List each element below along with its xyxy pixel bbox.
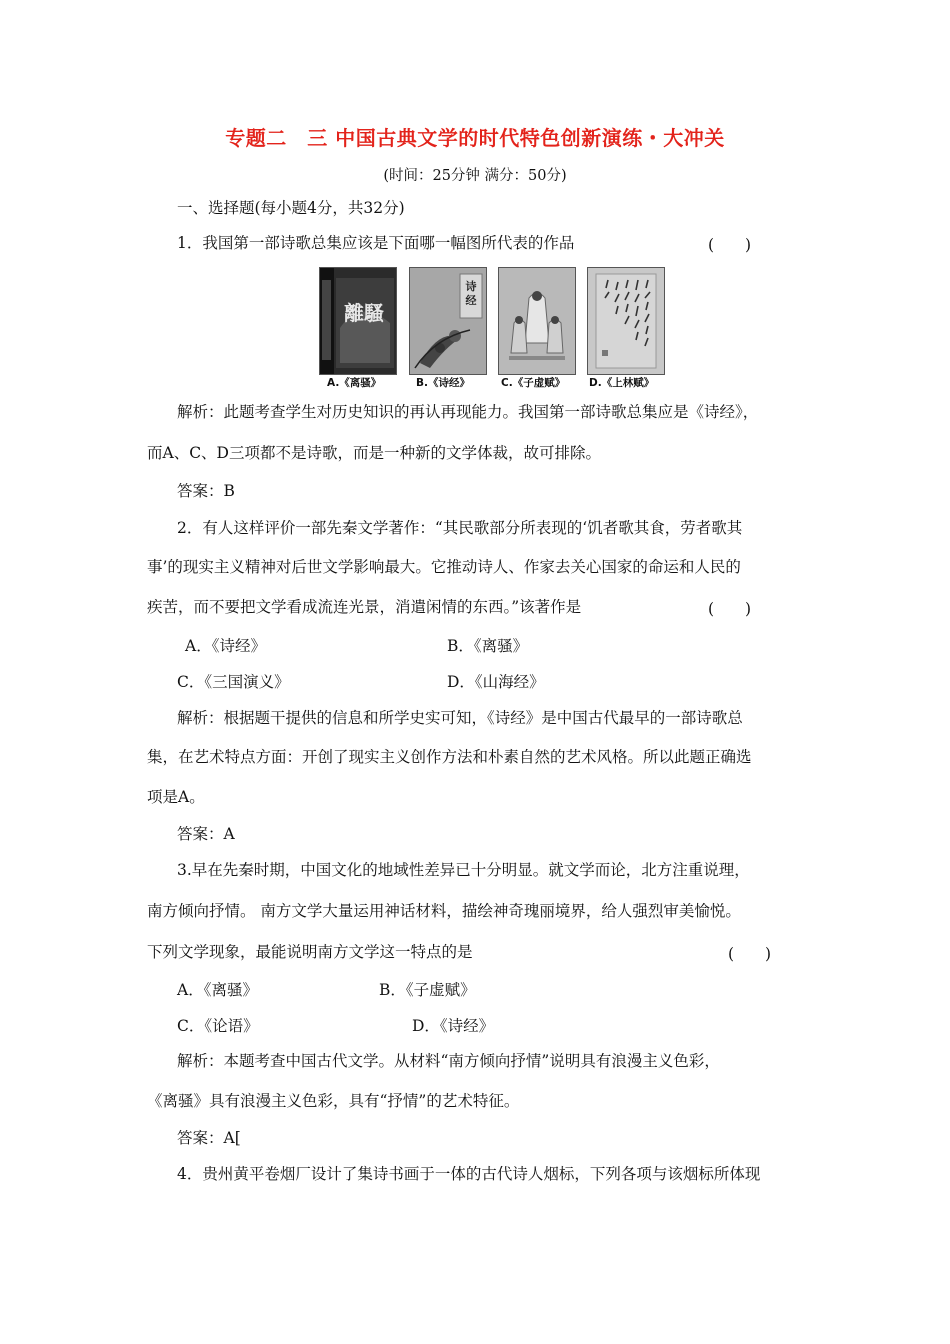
q2-answer: 答案：A [177,825,235,843]
shijing-cover-image [409,267,487,375]
exam-time-info: (时间：25分钟 满分：50分) [383,168,567,184]
q3-option-c: C．《论语》 [177,1017,259,1035]
q3-analysis-line-2: 《离骚》具有浪漫主义色彩，具有“抒情”的艺术特征。 [147,1092,520,1110]
q2-stem-line-1: 2．有人这样评价一部先秦文学著作：“其民歌部分所表现的‘饥者歌其食，劳者歌其 [177,519,743,537]
q1-analysis-line-1: 解析：此题考查学生对历史知识的再认再现能力。我国第一部诗歌总集应是《诗经》， [177,403,759,421]
q2-analysis-line-1: 解析：根据题干提供的信息和所学史实可知，《诗经》是中国古代最早的一部诗歌总 [177,709,743,727]
q2-stem-line-2: 事’的现实主义精神对后世文学影响最大。它推动诗人、作家去关心国家的命运和人民的 [147,558,741,576]
page-title: 专题二 三 中国古典文学的时代特色创新演练・大冲关 [225,126,725,150]
q2-option-a: A．《诗经》 [185,637,266,655]
q3-option-b: B．《子虚赋》 [379,981,476,999]
svg-text:诗: 诗 [465,280,477,293]
caption-b: B.《诗经》 [416,377,470,389]
shanglinfu-calligraphy-image [587,267,665,375]
q3-stem-line-1: 3.早在先秦时期，中国文化的地域性差异已十分明显。就文学而论，北方注重说理， [177,861,750,879]
q2-analysis-line-2: 集，在艺术特点方面：开创了现实主义创作方法和朴素自然的艺术风格。所以此题正确选 [147,748,752,766]
q1-stem: 1．我国第一部诗歌总集应该是下面哪一幅图所代表的作品 [177,234,575,252]
q2-option-c: C．《三国演义》 [177,673,290,691]
caption-c: C.《子虚赋》 [501,377,566,389]
q1-answer: 答案：B [177,482,235,500]
q1-image-row [319,267,664,391]
section-heading: 一、选择题(每小题4分，共32分) [177,199,405,217]
q2-analysis-line-3: 项是A。 [147,788,205,806]
q3-answer: 答案：A[ [177,1129,241,1147]
q3-answer-blank: ( ) [728,945,772,963]
q3-analysis-line-1: 解析：本题考查中国古代文学。从材料“南方倾向抒情”说明具有浪漫主义色彩， [177,1052,720,1070]
q3-stem-line-2: 南方倾向抒情。 南方文学大量运用神话材料，描绘神奇瑰丽境界，给人强烈审美愉悦。 [147,902,741,920]
caption-a: A.《离骚》 [327,377,382,389]
svg-text:離騷: 離騷 [344,301,384,325]
q2-answer-blank: ( ) [708,600,752,618]
lisao-cover-image [319,267,397,375]
q3-stem-line-3: 下列文学现象，最能说明南方文学这一特点的是 [147,943,473,961]
q3-option-d: D．《诗经》 [412,1017,495,1035]
q2-stem-line-3: 疾苦，而不要把文学看成流连光景，消遣闲情的东西。”该著作是 [147,598,582,616]
svg-text:经: 经 [465,294,477,307]
q1-answer-blank: ( ) [708,236,752,254]
zixufu-painting-image [498,267,576,375]
q1-analysis-line-2: 而A、C、D三项都不是诗歌，而是一种新的文学体裁，故可排除。 [147,444,601,462]
q2-option-b: B．《离骚》 [447,637,529,655]
q4-stem-line-1: 4．贵州黄平卷烟厂设计了集诗书画于一体的古代诗人烟标，下列各项与该烟标所体现 [177,1165,761,1183]
caption-d: D.《上林赋》 [589,377,655,389]
q2-option-d: D．《山海经》 [447,673,545,691]
q3-option-a: A．《离骚》 [177,981,258,999]
